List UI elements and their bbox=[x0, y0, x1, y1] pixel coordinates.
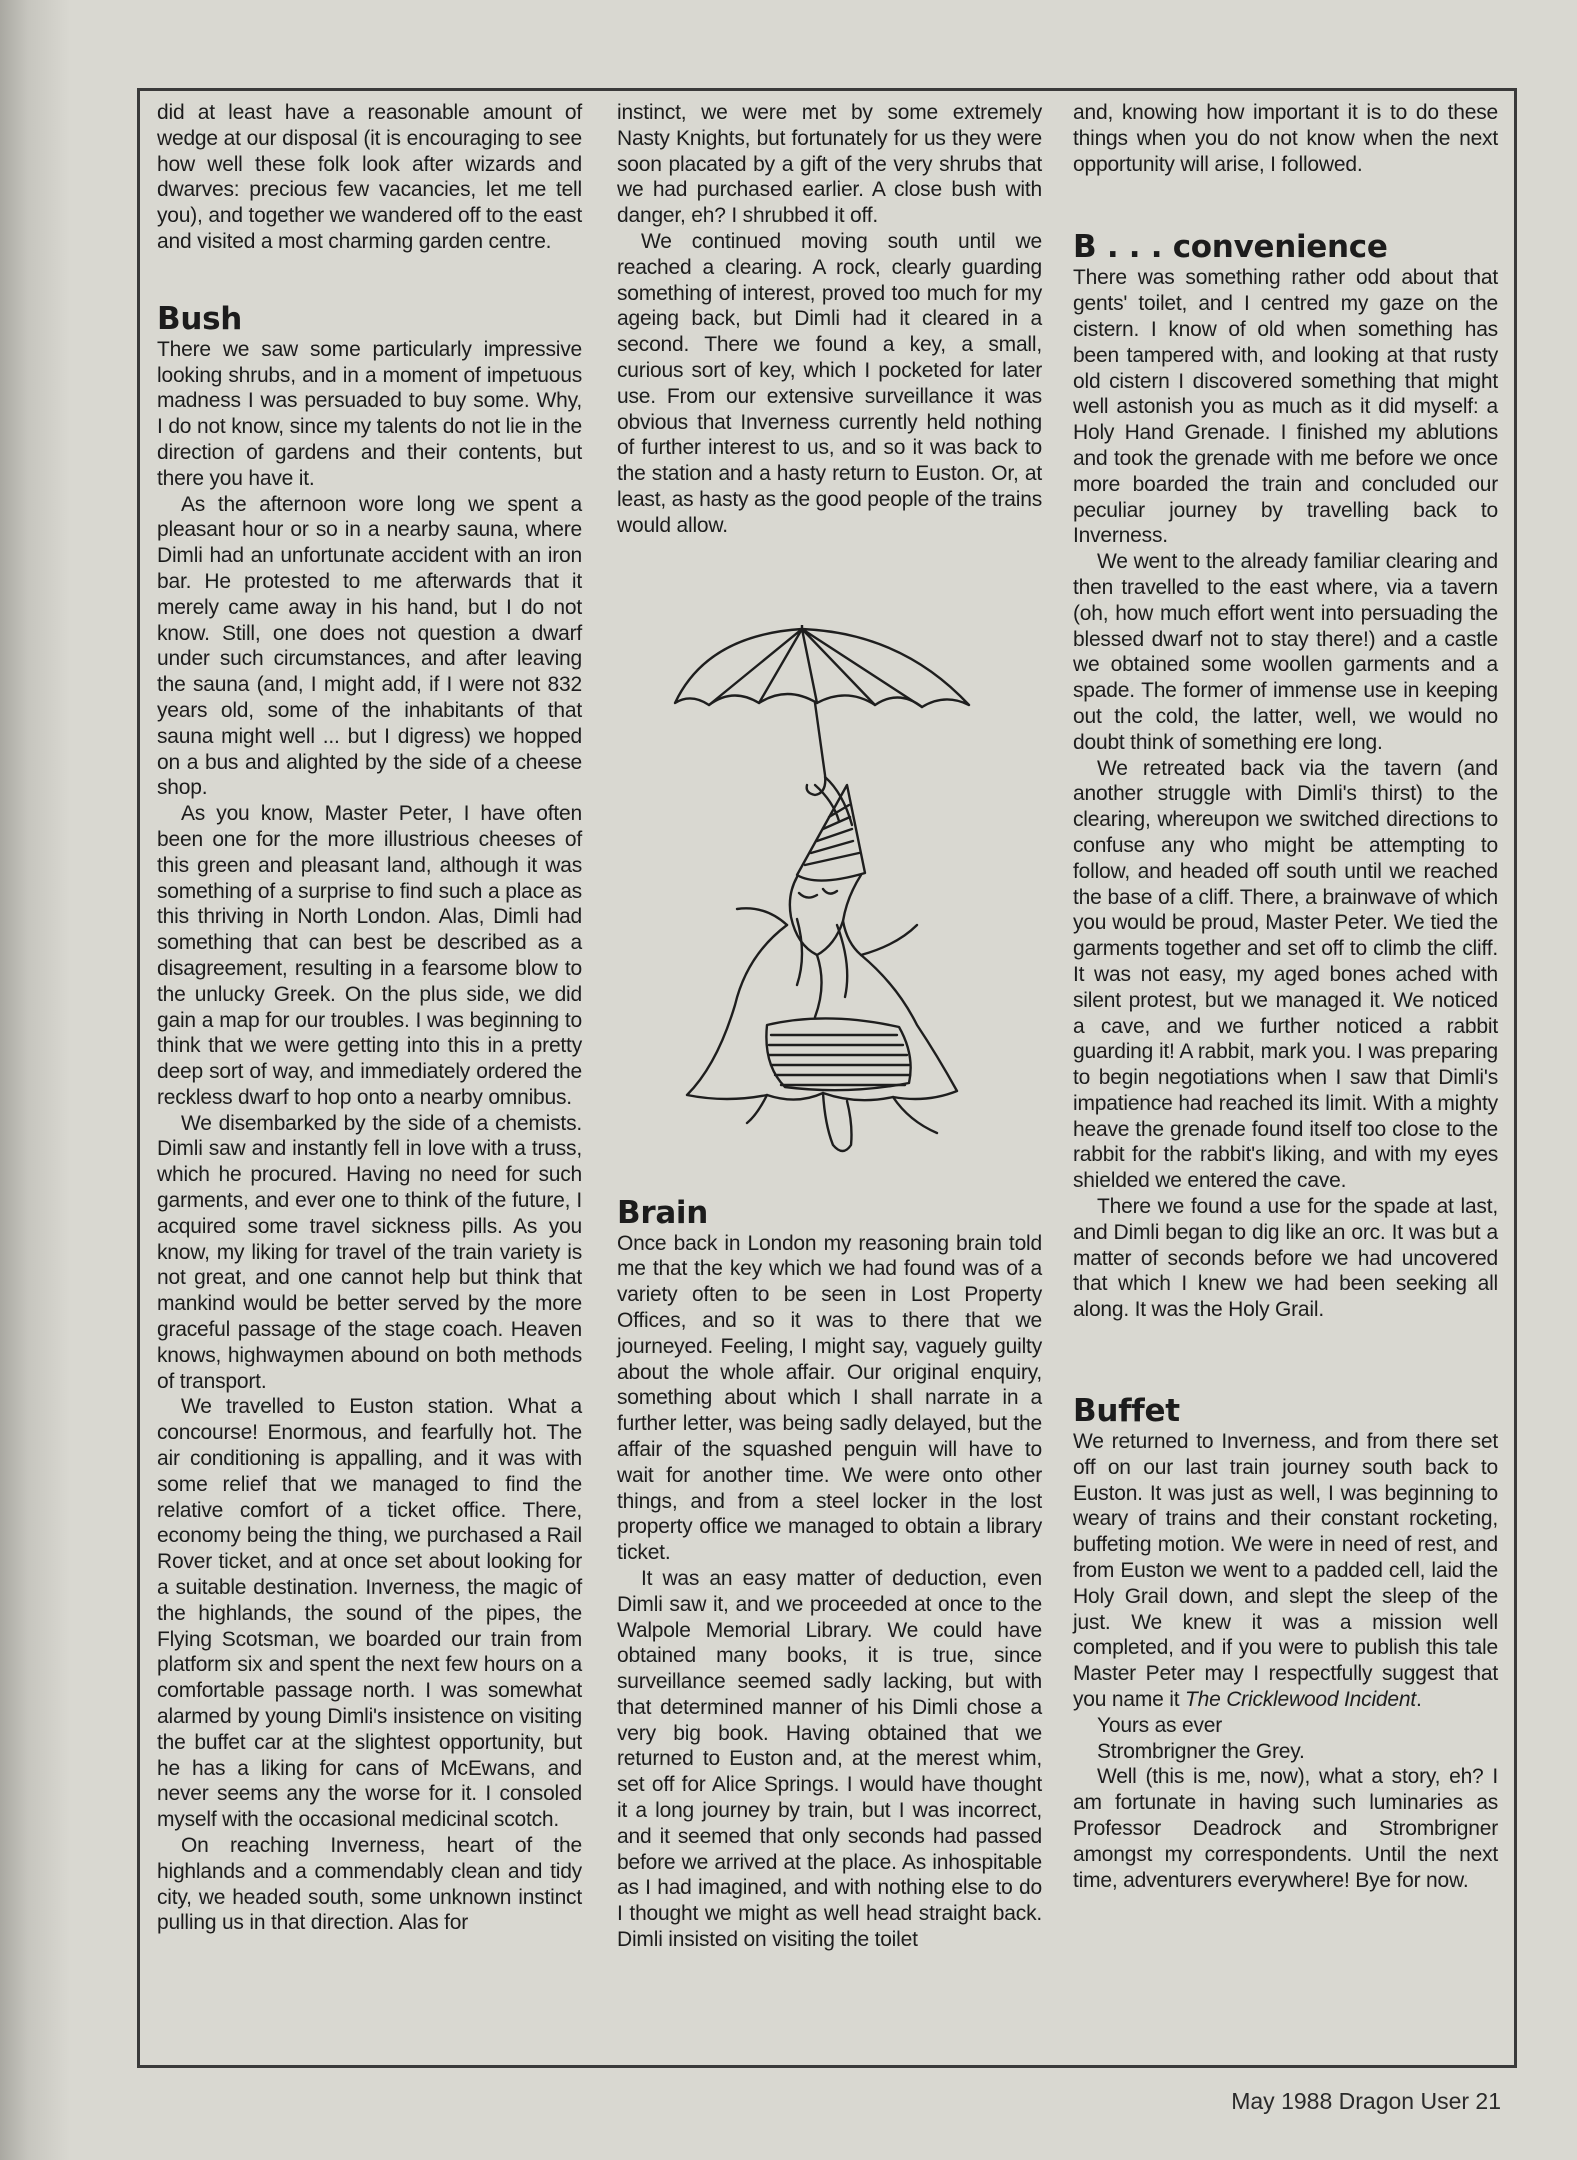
wizard-hat bbox=[797, 785, 865, 881]
paragraph: We retreated back via the tavern (and another struggle with Dimli's thirst) to the clearing, whereupon we switched directions to confuse any who might be attempting to follow, and headed off south until we reached the base of a cliff. There, a brainwave of which you would be proud, Master Peter. We tied the garments together and set off to climb the cliff. It was not easy, my aged bones ached with silent protest, but we managed it. We noticed a cave, and we further noticed a rabbit guarding it! A rabbit, mark you. I was preparing to begin negotiations when I saw that Dimli's impatience had reached its limit. With a mighty heave the grenade found itself too close to the rabbit for the rabbit's liking, and with my eyes shielded we entered the cave. bbox=[1073, 756, 1498, 1193]
paragraph: There we found a use for the spade at last, and Dimli began to dig like an orc. It was but a matter of seconds before we had uncovered that which I knew we had been seeking all along. It was the Holy Grail. bbox=[1073, 1195, 1498, 1322]
column-1 bbox=[157, 100, 582, 1936]
heading-buffet: Buffet bbox=[1073, 1393, 1180, 1430]
wizard-feet bbox=[823, 1093, 852, 1151]
paragraph: On reaching Inverness, heart of the highlands and a commendably clean and tidy city, we headed south, some unknown instinct pulling us in that direction. Alas for bbox=[157, 1834, 582, 1935]
page-footer: May 1988 Dragon User 21 bbox=[1231, 2088, 1501, 2114]
column-3 bbox=[1073, 100, 1498, 1893]
umbrella-shaft bbox=[807, 703, 826, 795]
title-italic: The Cricklewood Incident bbox=[1185, 1688, 1416, 1712]
paragraph-text: We returned to Inverness, and from there set off on our last train journey south back to Euston. It was just as well, I was beginning to weary of trains and their constant rocketing, buffeting motion. We were in need of rest, and from Euston we went to a padded cell, laid the Holy Grail down, and slept the sleep of the just. We knew it was a mission well completed, and if you were to publish this tale Master Peter may I respectfully suggest that you name it bbox=[1073, 1430, 1498, 1712]
paragraph: There was something rather odd about that gents' toilet, and I centred my gaze on the cistern. I know of old when something has been tampered with, and looking at that rusty old cistern I discovered something that might well astonish you as much as it did myself: a Holy Hand Grenade. I finished my ablutions and took the grenade with me before we once more boarded the train and concluded our peculiar journey by travelling back to Inverness. bbox=[1073, 266, 1498, 548]
paragraph: Well (this is me, now), what a story, eh? I am fortunate in having such luminaries as Professor Deadrock and Strombrigner amongst my correspondents. Until the next time, adventurers everywhere! Bye for now. bbox=[1073, 1765, 1498, 1892]
paragraph: There we saw some particularly impressive looking shrubs, and in a moment of impetuous madness I was persuaded to buy some. Why, I do not know, since my talents do not lie in the direction of gardens and their contents, but there you have it. bbox=[157, 337, 582, 490]
signature-line: Strombrigner the Grey. bbox=[1097, 1739, 1305, 1763]
heading-bush: Bush bbox=[157, 300, 243, 337]
paragraph: instinct, we were met by some extremely Nasty Knights, but fortunately for us they were soon placated by a gift of the very shrubs that we had purchased earlier. A close bush with danger, eh? I shrubbed it off. bbox=[617, 101, 1042, 228]
page-gutter-shadow bbox=[0, 0, 70, 2160]
paragraph: did at least have a reasonable amount of wedge at our disposal (it is encouraging to see how well these folk look after wizards and dwarves: precious few vacancies, let me tell you), and together we wandered off to the east and visited a most charming garden centre. bbox=[157, 101, 582, 253]
paragraph: We travelled to Euston station. What a concourse! Enormous, and fearfully hot. The air conditioning is appalling, and it was with some relief that we managed to find the relative comfort of a ticket office. There, economy being the thing, we purchased a Rail Rover ticket, and at once set about looking for a suitable destination. Inverness, the magic of the highlands, the sound of the pipes, the Flying Scotsman, we boarded our train from platform six and spent the next few hours on a comfortable passage north. I was somewhat alarmed by young Dimli's insistence on visiting the buffet car at the slightest opportunity, but he has a liking for cans of McEwans, and never seems any the worse for it. I consoled myself with the occasional medicinal scotch. bbox=[157, 1395, 582, 1832]
paragraph: As the afternoon wore long we spent a pleasant hour or so in a nearby sauna, where Dimli had an unfortunate accident with an iron bar. He protested to me afterwards that it merely came away in his hand, but I do not know. Still, one does not question a dwarf under such circumstances, and after leaving the sauna (and, I might add, if I were not 832 years old, some of the inhabitants of that sauna might well ... but I digress) we hopped on a bus and alighted by the side of a cheese shop. bbox=[157, 492, 582, 800]
paragraph: We went to the already familiar clearing and then travelled to the east where, via a tavern (oh, how much effort went into persuading the blessed dwarf not to stay there!) and a castle we obtained some woollen garments and a spade. The former of immense use in keeping out the cold, the latter, well, we would no doubt think of something ere long. bbox=[1073, 550, 1498, 754]
paragraph bbox=[1073, 1429, 1498, 1713]
paragraph: As you know, Master Peter, I have often been one for the more illustrious cheeses of this green and pleasant land, although it was something of a surprise to find such a place as this thriving in North London. Alas, Dimli had something that can best be described as a disagreement, resulting in a fearsome blow to the unlucky Greek. On the plus side, we did gain a map for our troubles. I was beginning to think that we were getting into this in a pretty deep sort of way, and immediately ordered the reckless dwarf to hop onto a nearby omnibus. bbox=[157, 802, 582, 1109]
paragraph: It was an easy matter of deduction, even Dimli saw it, and we proceeded at once to the Walpole Memorial Library. We could have obtained many books, it is true, since surveillance seemed sadly lacking, but with that determined manner of his Dimli chose a very big book. Having obtained that we returned to Euston and, at the merest whim, set off for Alice Springs. I would have thought it a long journey by train, but I was incorrect, and it seemed that only seconds had passed before we arrived at the place. As inhospitable as I had imagined, and with nothing else to do I thought we might as well head straight back. Dimli insisted on visiting the toilet bbox=[617, 1566, 1042, 1952]
heading-convenience: B . . . convenience bbox=[1073, 229, 1388, 266]
paragraph: Once back in London my reasoning brain told me that the key which we had found was of a variety often to be seen in Lost Property Offices, and so it was to there that we journeyed. Feeling, I might say, vaguely guilty about the whole affair. Our original enquiry, something about which I shall narrate in a further letter, was being sadly delayed, but the affair of the squashed penguin will have to wait for another time. We were onto other things, and from a steel locker in the lost property office we managed to obtain a library ticket. bbox=[617, 1231, 1042, 1565]
signoff-line: Yours as ever bbox=[1097, 1713, 1223, 1737]
heading-brain: Brain bbox=[617, 1194, 709, 1231]
paragraph-end: . bbox=[1415, 1688, 1422, 1712]
paragraph: and, knowing how important it is to do these things when you do not know when the next opportunity will arise, I followed. bbox=[1073, 101, 1498, 176]
paragraph: We continued moving south until we reached a clearing. A rock, clearly guarding something of interest, proved too much for my ageing back, but Dimli had it cleared in a second. There we found a key, a small, curious sort of key, which I pocketed for later use. From our extensive surveillance it was obvious that Inverness currently held nothing of further interest to us, and so it was back to the station and a hasty return to Euston. Or, at least, as hasty as the good people of the trains would allow. bbox=[617, 229, 1042, 537]
wizard-umbrella-illustration bbox=[647, 625, 1007, 1165]
paragraph: We disembarked by the side of a chemists. Dimli saw and instantly fell in love with a truss, which he procured. Having no need for such garments, and ever one to think of the future, I acquired some travel sickness pills. As you know, my liking for travel of the train variety is not great, and one cannot help but think that mankind would be better served by the more graceful passage of the stage coach. Heaven knows, highwaymen abound on both methods of transport. bbox=[157, 1111, 582, 1393]
column-2 bbox=[617, 100, 1042, 1953]
